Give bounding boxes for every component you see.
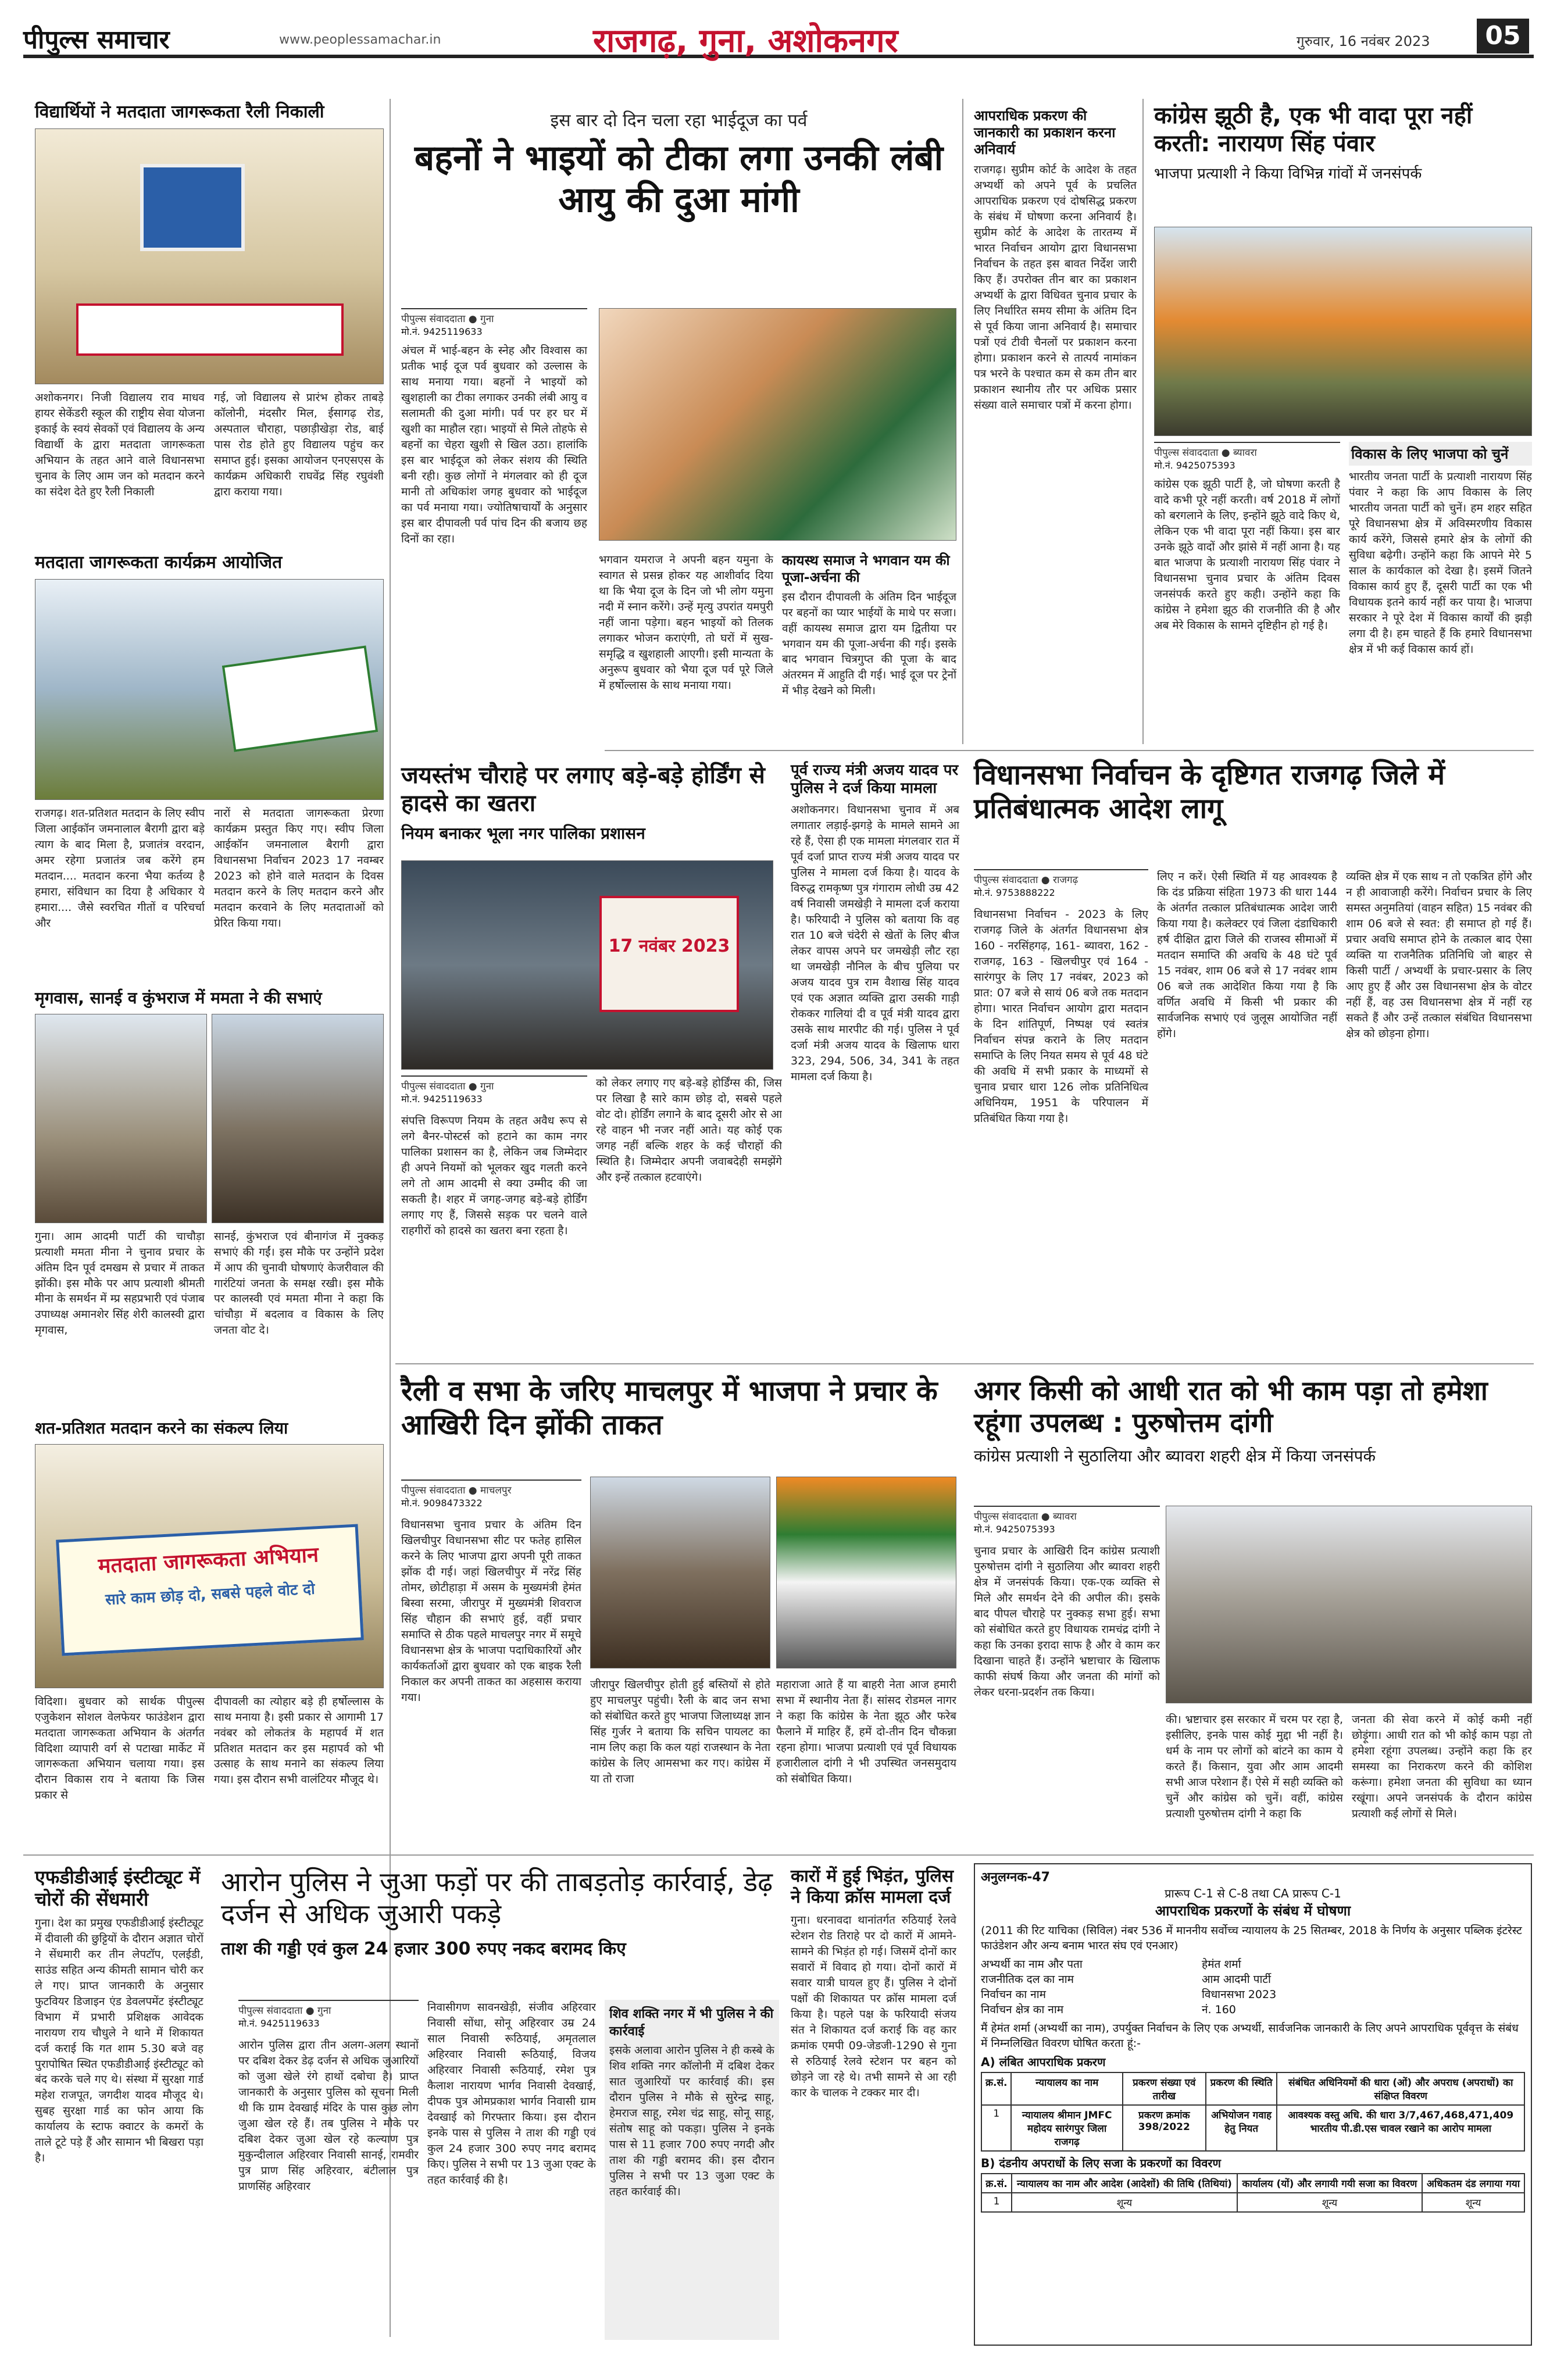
table-header: कार्यालय (यों) और लगायी गयी सजा का विवरण — [1237, 2174, 1422, 2193]
article-body: कांग्रेस एक झूठी पार्टी है, जो घोषणा करती है वादे कभी पूरे नहीं करती। वर्ष 2018 में लोगों को बरगलाने के लिए, इन्होंने झूठे वादे किए थे, लेकिन एक भी वादा पूरा नहीं किया। इस बार उनके झूठे वादों और झांसे में नहीं आना है। यह बात भाजपा के प्रत्याशी नारायण सिंह पंवार ने विधानसभा चुनाव प्रचार के अंतिम दिवस जनसंपर्क करते हुए कही। उन्होंने कहा कि कांग्रेस ने हमेशा झूठ की राजनीति की है और अब मेरे विकास के सामने दृष्टिहीन हो गई है। — [1154, 478, 1340, 632]
table-header: न्यायालय का नाम — [1011, 2072, 1122, 2105]
article-prohibitory-orders — [974, 759, 1532, 826]
article-body: व्यक्ति क्षेत्र में एक साथ न तो एकत्रित होंगे और न ही आवाजाही करेंगे। निर्वाचन प्रचार के लिए समस्त अनुमतियां (वाहन सहित) 15 नवंबर की शाम 06 बजे से स्वत: ही समाप्त हो गई हैं। प्रचार अवधि समाप्त होने के तत्काल बाद ऐसा व्यक्ति या राजनैतिक प्रतिनिधि जो बाहर से किसी पार्टी / अभ्यर्थी के प्रचार-प्रसार के लिए आए हुए हैं और उस विधानसभा क्षेत्र के वोटर नहीं हैं, वह उस विधानसभा क्षेत्र में नहीं रह सकते हैं और उन्हें तत्काल संबंधित विधानसभा क्षेत्र को छोड़ना होगा। — [1346, 870, 1532, 1040]
table-cell: शून्य — [1012, 2193, 1237, 2212]
pending-cases-table — [981, 2072, 1525, 2152]
article-body: गई, जो विद्यालय से प्रारंभ होकर ताबड़े कॉलोनी, मंदसौर मिल, ईसागढ़ रोड, अस्पताल चौराहा, पछाड़ीखेड़ा रोड, बाई पास रोड होते हुए विद्यालय पहुंच कर समाप्त हुई। इसका आयोजन एनएसएस के कार्यक्रम अधिकारी राघवेंद्र सिंह रघुवंशी द्वारा कराया गया। — [214, 391, 384, 498]
article-subhead: नियम बनाकर भूला नगर पालिका प्रशासन — [401, 824, 645, 843]
article-body: गुना। देश का प्रमुख एफडीडीआई इंस्टीट्यूट में दीवाली की छुट्टियों के दौरान अज्ञात चोरों ने सेंधमारी कर तीन लेपटॉप, एलईडी, साउंड सहित अन्य कीमती सामान चोरी कर ले गए। प्राप्त जानकारी के अनुसार फुटवियर डिजाइन एंड डेवलपमेंट इंस्टीट्यूट विभाग में प्रभारी प्रशिक्षक आवेदक नारायण राय चौधुले ने थाने में शिकायत दर्ज कराई कि गत शाम 5.30 बजे वह पुरापोषित स्थित एफडीडीआई इंस्टीट्यूट को बंद करके चले गए थे। संस्था में सुरक्षा गार्ड महेश राजपूत, जगदीश यादव मौजूद थे। सुबह सुरक्षा गार्ड का फोन आया कि कार्यालय के स्टाफ क्वाटर के कमरों के ताले टूटे पड़े हैं और सामान भी बिखरा पड़ा है। — [35, 1916, 203, 2165]
detail-value: नं. 160 — [1202, 2003, 1236, 2016]
article-purushottam-dangi — [974, 1375, 1532, 1467]
byline-mobile: मो.नं. 9425075393 — [974, 1524, 1055, 1535]
article-hoardings — [401, 762, 779, 844]
article-body: नारों से मतदाता जागरूकता प्रेरणा कार्यक्रम प्रस्तुत किए गए। स्वीप जिला आईकॉन जमनालाल बैरागी द्वारा विधानसभा निर्वाचन 2023 17 नवम्बर 2023 को होने वाले मतदान के दिवस मतदान करने के लिए मतदान करने और मतदान करवाने के लिए मतदाताओं को प्रेरित किया गया। — [214, 807, 384, 930]
article-body: को लेकर लगाए गए बड़े-बड़े होर्डिंग्स की, जिस पर लिखा है सारे काम छोड़ दो, सबसे पहले वोट दो। होर्डिंग लगाने के बाद दूसरी ओर से आ रहे वाहन भी नजर नहीं आते। यह कोई एक जगह नहीं बल्कि शहर के कई चौराहों की स्थिति है। जिम्मेदार अपनी जवाबदेही समझेंगे और इन्हें तत्काल हटवाएंगे। — [596, 1077, 782, 1184]
notice-candidate-details — [981, 1956, 1525, 2017]
article-body: अशोकनगर। विधानसभा चुनाव में अब लगातार लड़ाई-झगड़े के मामले सामने आ रहे हैं, ऐसा ही एक मामला मंगलवार रात में पूर्व दर्जा प्राप्त राज्य मंत्री अजय यादव पर पुलिस ने मामला दर्ज किया है। यादव के विरुद्ध रामकृष्ण पुत्र गंगाराम लोधी उम्र 42 वर्ष निवासी जमखेड़ी ने मामला दर्ज कराया है। फरियादी ने पुलिस को बताया कि वह रात 10 बजे चंदेरी से खेतों के लिए बीज लेकर वापस अपने घर जमखेड़ी लौट रहा था जमखेड़ी नौनिल के बीच पुलिया पर अजय यादव पुत्र राम वैशाख सिंह यादव एवं एक अज्ञात व्यक्ति द्वारा उसकी गाड़ी रोककर गालियां दी व पूर्व मंत्री यादव द्वारा उसके साथ मारपीट की गई। पुलिस ने पूर्व दर्जा मंत्री अजय यादव के खिलाफ धारा 323, 294, 506, 34, 341 के तहत मामला दर्ज किया है। — [791, 803, 959, 1083]
article-headline: कांग्रेस झूठी है, एक भी वादा पूरा नहीं करती: नारायण सिंह पंवार — [1154, 102, 1473, 157]
article-body: विदिशा। बुधवार को सार्थक पीपुल्स एजुकेशन सोशल वेलफेयर फाउंडेशन द्वारा मतदाता जागरूकता अभियान के अंतर्गत विदिशा व्यापारी वर्ग से पटाखा मार्केट में जागरूकता अभियान चलाया गया। इस दौरान विकास राय ने बताया कि जिस प्रकार से — [35, 1695, 205, 1802]
byline-name: पीपुल्स संवाददाता — [974, 1511, 1038, 1523]
section-rule — [23, 1854, 1534, 1856]
article-headline: आपराधिक प्रकरण की जानकारी का प्रकाशन करना अनिवार्य — [974, 108, 1116, 158]
article-headline: पूर्व राज्य मंत्री अजय यादव पर पुलिस ने दर्ज किया मामला — [791, 762, 959, 798]
article-criminal-record-notice — [974, 108, 1137, 738]
byline-place: माचलपुर — [480, 1485, 512, 1496]
byline-place: गुना — [480, 1081, 494, 1092]
notice-subtitle: आपराधिक प्रकरणों के संबंध में घोषणा — [1155, 1903, 1351, 1919]
byline: पीपुल्स संवाददाता ● राजगढ़ मो.नं. 9753888222 — [974, 869, 1148, 899]
article-headline: कायस्थ समाज ने भगवान यम की पूजा-अर्चना की — [782, 552, 950, 585]
article-headline: विधानसभा निर्वाचन के दृष्टिगत राजगढ़ जिले में प्रतिबंधात्मक आदेश लागू — [974, 759, 1445, 825]
article-headline: कारों में हुई भिड़ंत, पुलिस ने किया क्रॉस मामला दर्ज — [791, 1866, 954, 1907]
article-kayastha-puja — [782, 552, 956, 723]
article-body: विधानसभा निर्वाचन - 2023 के लिए राजगढ़ जिले के अंतर्गत विधानसभा क्षेत्र 160 - नरसिंहगढ़, 161- ब्यावरा, 162 - राजगढ़, 163 - खिलचीपुर एवं 164 - सारंगपुर के लिए 17 नवंबर, 2023 को प्रात: 07 बजे से सायं 06 बजे तक मतदान होगा। भारत निर्वाचन आयोग द्वारा मतदान के दिन शांतिपूर्ण, निष्पक्ष एवं स्वतंत्र निर्वाचन संपन्न कराने के लिए मतदान समाप्ति के लिए नियत समय से पूर्व 48 घंटे की अवधि में सभी प्रकार के माध्यमों से चुनाव प्रचार धारा 126 लोक प्रतिनिधित्व अधिनियम, 1951 के परिपालन में प्रतिबंधित किया गया है। — [974, 908, 1148, 1125]
notice-declaration: मैं हेमंत शर्मा (अभ्यर्थी का नाम), उपर्युक्त निर्वाचन के लिए एक अभ्यर्थी, सार्वजनिक जानकारी के लिए अपने आपराधिक पूर्ववृत्त के संबंध में निम्नलिखित विवरण घोषित करता हूं:- — [981, 2022, 1519, 2050]
detail-value: विधानसभा 2023 — [1202, 1988, 1277, 2001]
page-number: 05 — [1477, 19, 1529, 53]
detail-key: अभ्यर्थी का नाम और पता — [981, 1958, 1083, 1971]
article-aaron-police — [221, 1866, 785, 1960]
byline-mobile: मो.नं. 9425119633 — [401, 326, 483, 337]
article-body: गुना। धरनावदा थानांतर्गत रुठियाई रेलवे स्टेशन रोड तिराहे पर दो कारों में आमने-सामने की भिड़ंत हो गई। जिसमें दोनों कार सवारों में विवाद हो गया। दोनों कारों में सवार यात्री घायल हुए हैं। पुलिस ने दोनों पक्षों की शिकायत पर क्रॉस मामला दर्ज किया है। पहले पक्ष के फरियादी संजय संत ने शिकायत दर्ज कराई कि वह कार क्रमांक एमपी 09-जेडजी-1290 से गुना से रुठियाई रेलवे स्टेशन पर बहन को छोड़ने जा रहे थे। तभी सामने से आ रही कार के चालक ने टक्कर मार दी। — [791, 1914, 956, 2099]
rally-crowd-photo — [590, 1477, 770, 1668]
byline-mobile: मो.नं. 9425119633 — [238, 2018, 320, 2029]
article-headline: एफडीडीआई इंस्टीट्यूट में चोरों की सेंधमारी — [35, 1866, 201, 1911]
table-header: न्यायालय का नाम और आदेश (आदेशों) की तिथि (तिथियां) — [1012, 2174, 1237, 2193]
table-cell: न्यायालय श्रीमान JMFC महोदय सारंगपुर जिला राजगढ़ — [1011, 2105, 1122, 2151]
table-header: संबंधित अधिनियमों की धारा (ओं) और अपराध (अपराधों) का संक्षिप्त विवरण — [1277, 2072, 1524, 2105]
school-sign — [140, 164, 245, 251]
byline: पीपुल्स संवाददाता ● गुना मो.नं. 9425119633 — [401, 1075, 587, 1105]
public-meeting-photo — [1166, 1506, 1532, 1703]
newspaper-logo: पीपुल्स समाचार — [23, 25, 170, 55]
article-body: अशोकनगर। निजी विद्यालय राव माधव हायर सेकेंडरी स्कूल की राष्ट्रीय सेवा योजना इकाई के स्वयं सेवकों एवं विद्यालय के अन्य विद्यार्थी के द्वारा मतदाता जागरूकता अभियान के तहत आने वाले विधानसभा चुनाव के लिए आम जन को मतदान करने का संदेश देते हुए रैली निकाली — [35, 391, 205, 498]
article-headline: शत-प्रतिशत मतदान करने का संकल्प लिया — [35, 1418, 288, 1438]
article-body: की। भ्रष्टाचार इस सरकार में चरम पर रहा है, इसीलिए, इनके पास कोई मुद्दा भी नहीं है। धर्म के नाम पर लोगों को बांटने का काम ये करते हैं। किसान, युवा और आम आदमी सभी आज परेशान हैं। ऐसे में सही व्यक्ति को चुनें और कांग्रेस को चुनें। वहीं, कांग्रेस प्रत्याशी पुरुषोत्तम दांगी ने कहा कि — [1166, 1713, 1343, 1820]
article-headline: अगर किसी को आधी रात को भी काम पड़ा तो हमेशा रहूंगा उपलब्ध : पुरुषोत्तम दांगी — [974, 1375, 1488, 1439]
article-car-collision — [791, 1866, 956, 2296]
byline: पीपुल्स संवाददाता ● गुना मो.नं. 9425119633 — [238, 2000, 419, 2029]
article-body: महाराजा आते हैं या बाहरी नेता आज हमारी सभा में स्थानीय नेता हैं। सांसद रोडमल नागर ने कहा कि कांग्रेस के नेता झूठ और फरेब फैलाने में माहिर हैं, हमें दो-तीन दिन चौकन्ना रहना होगा। भाजपा प्रत्याशी एवं पूर्व विधायक हजारीलाल दांगी ने भी उपस्थित जनसमुदाय को संबोधित किया। — [776, 1678, 956, 1785]
article-subhead: भाजपा प्रत्याशी ने किया विभिन्न गांवों में जनसंपर्क — [1154, 165, 1422, 183]
article-bhai-dooj — [401, 108, 956, 221]
byline-name: पीपुल्स संवाददाता — [401, 313, 466, 325]
sidebar-box-shiv-shakti — [605, 2000, 779, 2340]
byline-place: गुना — [480, 313, 494, 325]
article-headline: मतदाता जागरूकता कार्यक्रम आयोजित — [35, 552, 283, 573]
article-body: जीरापुर खिलचीपुर होती हुई बस्तियों से होते हुए माचलपुर पहुंची। रैली के बाद जन सभा को संबोधित करते हुए भाजपा जिलाध्यक्ष ज्ञान सिंह गुर्जर ने बताया कि सचिन पायलट का नाम लिए कहा कि कल यहां राजस्थान के नेता कांग्रेस के लिए आमसभा कर गए। कांग्रेस में या तो राजा — [590, 1678, 770, 1785]
sveep-banner — [222, 645, 378, 752]
article-student-rally — [35, 102, 384, 559]
pledge-photo — [35, 1444, 384, 1688]
box-headline: शिव शक्ति नगर में भी पुलिस ने की कार्रवाई — [609, 2007, 774, 2039]
awareness-banner — [56, 1524, 364, 1656]
byline-mobile: मो.नं. 9098473322 — [401, 1498, 483, 1509]
sidebar-box-vikas — [1349, 442, 1532, 737]
article-body: निवासीगण सावनखेड़ी, संजीव अहिरवार निवासी सोंधा, सोनू अहिरवार उम्र 24 साल निवासी रूठियाई, अमृतलाल अहिरवार निवासी रूठियाई, विजय अहिरवार निवासी रूठियाई, रमेश पुत्र कैलाश नारायण भार्गव निवासी देवखाई, दीपक पुत्र ओमप्रकाश भार्गव निवासी ग्राम देवखाई को गिरफ्तार किया। इस दौरान इनके पास से पुलिस ने ताश की गड्डी एवं कुल 24 हजार 300 रुपए नगद बरामद किए। पुलिस ने सभी पर 13 जुआ एक्ट के तहत कार्रवाई की है। — [427, 2001, 596, 2186]
page-region-title: राजगढ़, गुना, अशोकनगर — [593, 22, 898, 60]
article-body: आरोन पुलिस द्वारा तीन अलग-अलग स्थानों पर दबिश देकर डेढ़ दर्जन से अधिक जुआरियों को जुआ खेले रंगे हाथों दबोचा है। प्राप्त जानकारी के अनुसार पुलिस को सूचना मिली थी कि ग्राम देवखाई मंदिर के पास कुछ लोग जुआ खेल रहे हैं। तब पुलिस ने मौके पर दबिश देकर जुआ खेल रहे कल्याण पुत्र मुकुन्दीलाल अहिरवार निवासी सानई, रामवीर पुत्र प्राण सिंह अहिरवार, बंटीलाल पुत्र प्राणसिंह अहिरवार — [238, 2039, 419, 2193]
stage-photo — [776, 1477, 956, 1668]
article-fddi-theft — [35, 1866, 203, 2322]
article-headline: जयस्तंभ चौराहे पर लगाए बड़े-बड़े होर्डिंग से हादसे का खतरा — [401, 762, 765, 817]
bhai-dooj-photo — [599, 308, 956, 541]
table-header: प्रकरण संख्या एवं तारीख — [1123, 2072, 1206, 2105]
table-cell: 1 — [981, 2193, 1012, 2212]
byline-mobile: मो.नं. 9425119633 — [401, 1093, 483, 1105]
byline: पीपुल्स संवाददाता ● ब्यावरा मो.नं. 9425075393 — [1154, 442, 1340, 471]
byline-place: गुना — [317, 2005, 331, 2017]
detail-value: हेमंत शर्मा — [1202, 1958, 1241, 1971]
article-headline: रैली व सभा के जरिए माचलपुर में भाजपा ने प्रचार के आखिरी दिन झोंकी ताकत — [401, 1375, 938, 1441]
article-kicker: इस बार दो दिन चला रहा भाईदूज का पर्व — [550, 110, 808, 131]
section-rule — [605, 750, 1534, 751]
table-cell: शून्य — [1237, 2193, 1422, 2212]
byline-place: ब्यावरा — [1233, 447, 1257, 459]
article-body: विधानसभा चुनाव प्रचार के अंतिम दिन खिलचीपुर विधानसभा सीट पर फतेह हासिल करने के लिए भाजपा द्वारा अपनी पूरी ताकत झोंक दी गई। जहां खिलचीपुर में नरेंद्र सिंह तोमर, छोटीहाड़ा में असम के मुख्यमंत्री हेमंत बिस्वा सरमा, जीरापुर में मुख्यमंत्री शिवराज सिंह चौहान की सभाएं हुई, वहीं प्रचार समाप्ति से ठीक पहले माचलपुर नगर में समूचे विधानसभा क्षेत्र के भाजपा पदाधिकारियों और कार्यकर्ताओं द्वारा बुधवार को एक बाइक रैली निकाल कर अपनी ताकत का अहसास कराया गया। — [401, 1518, 581, 1704]
table-cell: शून्य — [1422, 2193, 1524, 2212]
box-body: भारतीय जनता पार्टी के प्रत्याशी नारायण सिंह पंवार ने कहा कि आप विकास के लिए भारतीय जनता पार्टी को चुनें। हम शहर सहित पूरे विधानसभा क्षेत्र में अविस्मरणीय विकास कार्य करेंगे, जिससे हमारे क्षेत्र के लोगों की सुविधा बढ़ेगी। उन्होंने कहा कि आपने मेरे 5 साल के कार्यकाल को देखा है। इसमें जितने विकास कार्य हुए हैं, दूसरी पार्टी का एक भी विधायक इतने कार्य नहीं कर पाया है। भाजपा सरकार ने पूरे देश में विकास कार्यों की झड़ी लगा दी है। हम चाहते हैं कि हमारे विधानसभा क्षेत्र में भी कई विकास कार्य हों। — [1349, 470, 1532, 656]
section-a-title: A) लंबित आपराधिक प्रकरण — [981, 2055, 1106, 2069]
detail-value: आम आदमी पार्टी — [1202, 1973, 1271, 1986]
notice-intro: (2011 की रिट याचिका (सिविल) नंबर 536 में माननीय सर्वोच्च न्यायालय के 25 सितम्बर, 2018 के निर्णय के अनुसार पब्लिक इंटरेस्ट फाउंडेशन और अन्य बनाम भारत संघ एवं एनआर) — [981, 1924, 1522, 1952]
table-cell: 1 — [981, 2105, 1011, 2151]
article-headline: मृगवास, सानई व कुंभराज में ममता ने की सभाएं — [35, 988, 322, 1007]
byline: पीपुल्स संवाददाता ● गुना मो.नं. 9425119633 — [401, 308, 587, 338]
article-body: सानई, कुंभराज एवं बीनागंज में नुक्कड़ सभाएं की गईं। इस मौके पर उन्होंने प्रदेश में आप की चुनावी घोषणाएं केजरीवाल की गारंटियां जनता के समक्ष रखी। इस मौके पर कालस्वी एवं ममता मीना ने कहा कि चांचौड़ा में बदलाव व विकास के लिए जनता वोट दे। — [214, 1230, 384, 1337]
article-headline: बहनों ने भाइयों को टीका लगा उनकी लंबी आयु की दुआ मांगी — [414, 138, 944, 220]
banner-title: मतदाता जागरूकता अभियान — [97, 1542, 319, 1578]
column-rule — [962, 99, 963, 744]
table-header: प्रकरण की स्थिति — [1206, 2072, 1277, 2105]
table-header: क्र.सं. — [981, 2174, 1012, 2193]
criminal-antecedents-notice — [974, 1863, 1532, 2346]
article-voting-pledge — [35, 1418, 384, 1839]
hoarding-board: 17 नवंबर 2023 — [599, 896, 739, 1012]
article-ajay-yadav-case — [791, 762, 959, 1314]
article-body: लिए न करें। ऐसी स्थिति में यह आवश्यक है कि दंड प्रक्रिया संहिता 1973 की धारा 144 के अंतर्गत तत्काल प्रतिबंधात्मक आदेश जारी किया गया है। कलेक्टर एवं जिला दंडाधिकारी हर्ष दीक्षित द्वारा जिले की राजस्व सीमाओं में मतदान समाप्ति की अवधि के 48 घंटे पूर्व 15 नवंबर, शाम 06 बजे से 17 नवंबर शाम 06 बजे तक आदेशित किया गया है कि वर्णित अवधि में किसी भी प्रकार की सार्वजनिक सभाएं एवं जुलूस आयोजित नहीं होंगे। — [1157, 870, 1337, 1040]
convictions-table — [981, 2173, 1525, 2213]
detail-key: निर्वाचन का नाम — [981, 1988, 1046, 2001]
notice-form: प्रारूप C-1 से C-8 तथा CA प्रारूप C-1 — [1165, 1886, 1341, 1900]
byline-name: पीपुल्स संवाददाता — [1154, 447, 1219, 459]
campaign-photo — [1154, 227, 1532, 436]
byline: पीपुल्स संवाददाता ● माचलपुर मो.नं. 9098473322 — [401, 1480, 581, 1509]
table-header: अधिकतम दंड लगाया गया — [1422, 2174, 1524, 2193]
masthead — [23, 17, 1534, 58]
detail-key: निर्वाचन क्षेत्र का नाम — [981, 2003, 1064, 2016]
banner-slogan: सारे काम छोड़ दो, सबसे पहले वोट दो — [105, 1580, 316, 1609]
rally-banner — [76, 303, 344, 356]
rally-photo — [35, 128, 384, 384]
article-headline: विद्यार्थियों ने मतदाता जागरूकता रैली निकाली — [35, 102, 324, 122]
program-photo — [35, 579, 384, 800]
byline-place: राजगढ़ — [1053, 874, 1079, 886]
article-subhead: ताश की गड्डी एवं कुल 24 हजार 300 रुपए नकद बरामद किए — [221, 1939, 626, 1960]
article-body: दीपावली का त्योहार बड़े ही हर्षोल्लास के साथ मनाया है। इसी प्रकार से आगामी 17 नवंबर को लोकतंत्र के महापर्व में शत प्रतिशत मतदान कर इस महापर्व को भी उत्साह के साथ मनाने का संकल्प लिया गया। इस दौरान सभी वालंटियर मौजूद थे। — [214, 1695, 384, 1786]
table-cell: प्रकरण क्रमांक 398/2022 — [1123, 2105, 1206, 2151]
section-rule — [395, 1363, 1534, 1364]
article-body: राजगढ़। सुप्रीम कोर्ट के आदेश के तहत अभ्यर्थी को अपने पूर्व के प्रचलित आपराधिक प्रकरण एवं दोषसिद्ध प्रकरण के संबंध में घोषणा करना अनिवार्य है। सुप्रीम कोर्ट के आदेश के तारतम्य में भारत निर्वाचन आयोग द्वारा विधानसभा निर्वाचन के तहत इस बावत निर्देश जारी किए हैं। उपरोक्त तीन बार का प्रकाशन अभ्यर्थी के द्वारा विधिवत चुनाव प्रचार के लिए निर्धारित समय सीमा के अंतिम दिन से पूर्व किया जाना अनिवार्य है। समाचार पत्रों एवं टीवी चैनलों पर प्रकाशन करना होगा। प्रकाशन करने से तात्पर्य नामांकन पत्र भरने के पश्चात कम से कम तीन बार प्रकाशन स्थानीय तौर पर अधिक प्रसार संख्या वाले समाचार पत्रों में करना होगा। — [974, 163, 1137, 412]
article-body: संपत्ति विरूपण नियम के तहत अवैध रूप से लगे बैनर-पोस्टर्स को हटाने का काम नगर पालिका प्रशासन का है, लेकिन जब जिम्मेदार ही अपने नियमों को भूलकर खुद गलती करने लगे तो आम आदमी से क्या उम्मीद की जा सकती है। शहर में जगह-जगह बड़े-बड़े होर्डिंग लगाए गए हैं, जिससे सड़क पर चलने वाले राहगीरों को हादसे का खतरा बना रहता है। — [401, 1114, 587, 1237]
byline-place: ब्यावरा — [1053, 1511, 1077, 1523]
issue-date: गुरुवार, 16 नवंबर 2023 — [1297, 33, 1430, 49]
notice-title: अनुलग्नक-47 — [981, 1870, 1050, 1885]
article-body: गुना। आम आदमी पार्टी की चाचौड़ा प्रत्याशी ममता मीना ने चुनाव प्रचार के अंतिम दिन पूर्व दमखम से प्रचार में ताकत झोंकी। इस मौके पर आप प्रत्याशी श्रीमती मीना के समर्थन में म्प्र सहप्रभारी एवं पंजाब उपाध्यक्ष अमानशेर सिंह शेरी कालस्वी द्वारा मृगवास, — [35, 1230, 205, 1337]
byline-mobile: मो.नं. 9425075393 — [1154, 460, 1235, 471]
byline-name: पीपुल्स संवाददाता — [974, 874, 1038, 886]
newspaper-url[interactable]: www.peoplessamachar.in — [279, 33, 441, 47]
article-awareness-program — [35, 552, 384, 963]
table-cell: आवश्यक वस्तु अधि. की धारा 3/7,467,468,471,409 भारतीय पी.डी.एस चावल रखाने का आरोप मामला — [1277, 2105, 1524, 2151]
detail-key: राजनीतिक दल का नाम — [981, 1973, 1074, 1986]
byline-name: पीपुल्स संवाददाता — [401, 1081, 466, 1092]
table-header: क्र.सं. — [981, 2072, 1011, 2105]
article-body: जनता की सेवा करने में कोई कमी नहीं छोड़ूंगा। आधी रात को भी कोई काम पड़ा तो हमेशा रहूंगा उपलब्ध। उन्होंने कहा कि हर समस्या का निराकरण करने की कोशिश करूंगा। हमेशा जनता की सुविधा का ध्यान रखूंगा। अपने जनसंपर्क के दौरान कांग्रेस प्रत्याशी कई लोगों से मिले। — [1352, 1713, 1532, 1820]
hoarding-photo — [401, 860, 773, 1070]
article-body: अंचल में भाई-बहन के स्नेह और विश्वास का प्रतीक भाई दूज पर्व बुधवार को उल्लास के साथ मनाया गया। बहनों ने भाइयों को खुशहाली का टीका लगाकर उनकी लंबी आयु व सलामती की दुआ मांगी। पर्व पर हर घर में खुशी का माहौल रहा। भाइयों से मिले तोहफे से बहनों का चेहरा खुशी से खिल उठा। हालांकि इस बार भाईदूज को लेकर संशय की स्थिति बनी रही। कुछ लोगों ने मंगलवार को ही दूज मानी तो अधिकांश जगह बुधवार को भाईदूज का पर्व मनाया गया। ज्योतिषाचार्यों के अनुसार इस बार दीपावली पर्व पांच दिन की बजाय छह दिनों का रहा। — [401, 344, 587, 545]
article-mamta-meetings — [35, 988, 384, 1374]
article-body: राजगढ़। शत-प्रतिशत मतदान के लिए स्वीप जिला आईकॉन जमनालाल बैरागी द्वारा बड़े त्याग के बाद मिला है, प्रजातंत्र वरदान, अमर रहेगा प्रजातंत्र जब करेंगे हम मतदान.... मतदान करना भैया कर्तव्य है हमारा, संविधान का दिया है अधिकार ये हमारा.... जैसे स्वरचित गीतों व परिचर्चा और — [35, 807, 205, 930]
column-rule — [1142, 99, 1144, 744]
meeting-photo-1 — [35, 1014, 207, 1223]
article-body: इस दौरान दीपावली के अंतिम दिन भाईदूज पर बहनों का प्यार भाईयों के माथे पर सजा। वहीं कायस्थ समाज द्वारा यम द्वितीया पर भगवान यम की पूजा-अर्चना की गई। इसके बाद भगवान चित्रगुप्त की पूजा के बाद अंतरमन में आहुति दी गई। भाई दूज पर ट्रेनों में भीड़ देखने को मिली। — [782, 590, 956, 698]
article-headline: आरोन पुलिस ने जुआ फड़ों पर की ताबड़तोड़ कार्रवाई, डेढ़ दर्जन से अधिक जुआरी पकड़े — [221, 1866, 773, 1930]
article-narayan-singh-panwar — [1154, 102, 1532, 183]
box-body: इसके अलावा आरोन पुलिस ने ही कस्बे के शिव शक्ति नगर कॉलोनी में दबिश देकर सात जुआरियों पर कार्रवाई की। इस दौरान पुलिस ने मौके से सुरेन्द्र साहू, हेमराज साहू, रमेश चंद्र साहू, सोनू साहू, संतोष साहू को पकड़ा। पुलिस ने इनके पास से 11 हजार 700 रुपए नगदी और ताश की गड्डी बरामद की। इस दौरान पुलिस ने सभी पर 13 जुआ एक्ट के तहत कार्रवाई की। — [609, 2044, 774, 2198]
article-subhead: कांग्रेस प्रत्याशी ने सुठालिया और ब्यावरा शहरी क्षेत्र में किया जनसंपर्क — [974, 1446, 1376, 1466]
byline-name: पीपुल्स संवाददाता — [401, 1485, 466, 1496]
byline-name: पीपुल्स संवाददाता — [238, 2005, 303, 2017]
table-cell: अभियोजन गवाह हेतु नियत — [1206, 2105, 1277, 2151]
article-body: भगवान यमराज ने अपनी बहन यमुना के स्वागत से प्रसन्न होकर यह आशीर्वाद दिया था कि भैया दूज के दिन जो भी लोग यमुना नदी में स्नान करेंगे। उन्हें मृत्यु उपरांत यमपुरी नहीं जाना पड़ेगा। बहन भाइयों को तिलक लगाकर भोजन कराएंगी, तो घरों में सुख-समृद्धि व खुशहाली आएगी। इसी मान्यता के अनुरूप बुधवार को भैया दूज पर्व पूरे जिले में हर्षोल्लास के साथ मनाया गया। — [599, 553, 773, 692]
table-row — [981, 2105, 1524, 2151]
byline: पीपुल्स संवाददाता ● ब्यावरा मो.नं. 9425075393 — [974, 1506, 1160, 1535]
article-machalpur-bjp — [401, 1375, 959, 1442]
article-body: चुनाव प्रचार के आखिरी दिन कांग्रेस प्रत्याशी पुरुषोत्तम दांगी ने सुठालिया और ब्यावरा शहरी क्षेत्र में जनसंपर्क किया। एक-एक व्यक्ति से मिले और समर्थन देने की अपील की। इसके बाद पीपल चौराहे पर नुक्कड़ सभा हुई। सभा को संबोधित करते हुए विधायक रामचंद्र दांगी ने कहा कि उनका इरादा साफ है और वे काम कर दिखाना चाहते हैं। उन्होंने भ्रष्टाचार के खिलाफ काफी संघर्ष किया और जनता की मांगों को लेकर धरना-प्रदर्शन तक किया। — [974, 1545, 1160, 1699]
section-b-title: B) दंडनीय अपराधों के लिए सजा के प्रकरणों का विवरण — [981, 2156, 1221, 2170]
byline-mobile: मो.नं. 9753888222 — [974, 887, 1055, 898]
meeting-photo-2 — [212, 1014, 384, 1223]
box-headline: विकास के लिए भाजपा को चुनें — [1349, 442, 1532, 466]
table-row — [981, 2193, 1524, 2212]
